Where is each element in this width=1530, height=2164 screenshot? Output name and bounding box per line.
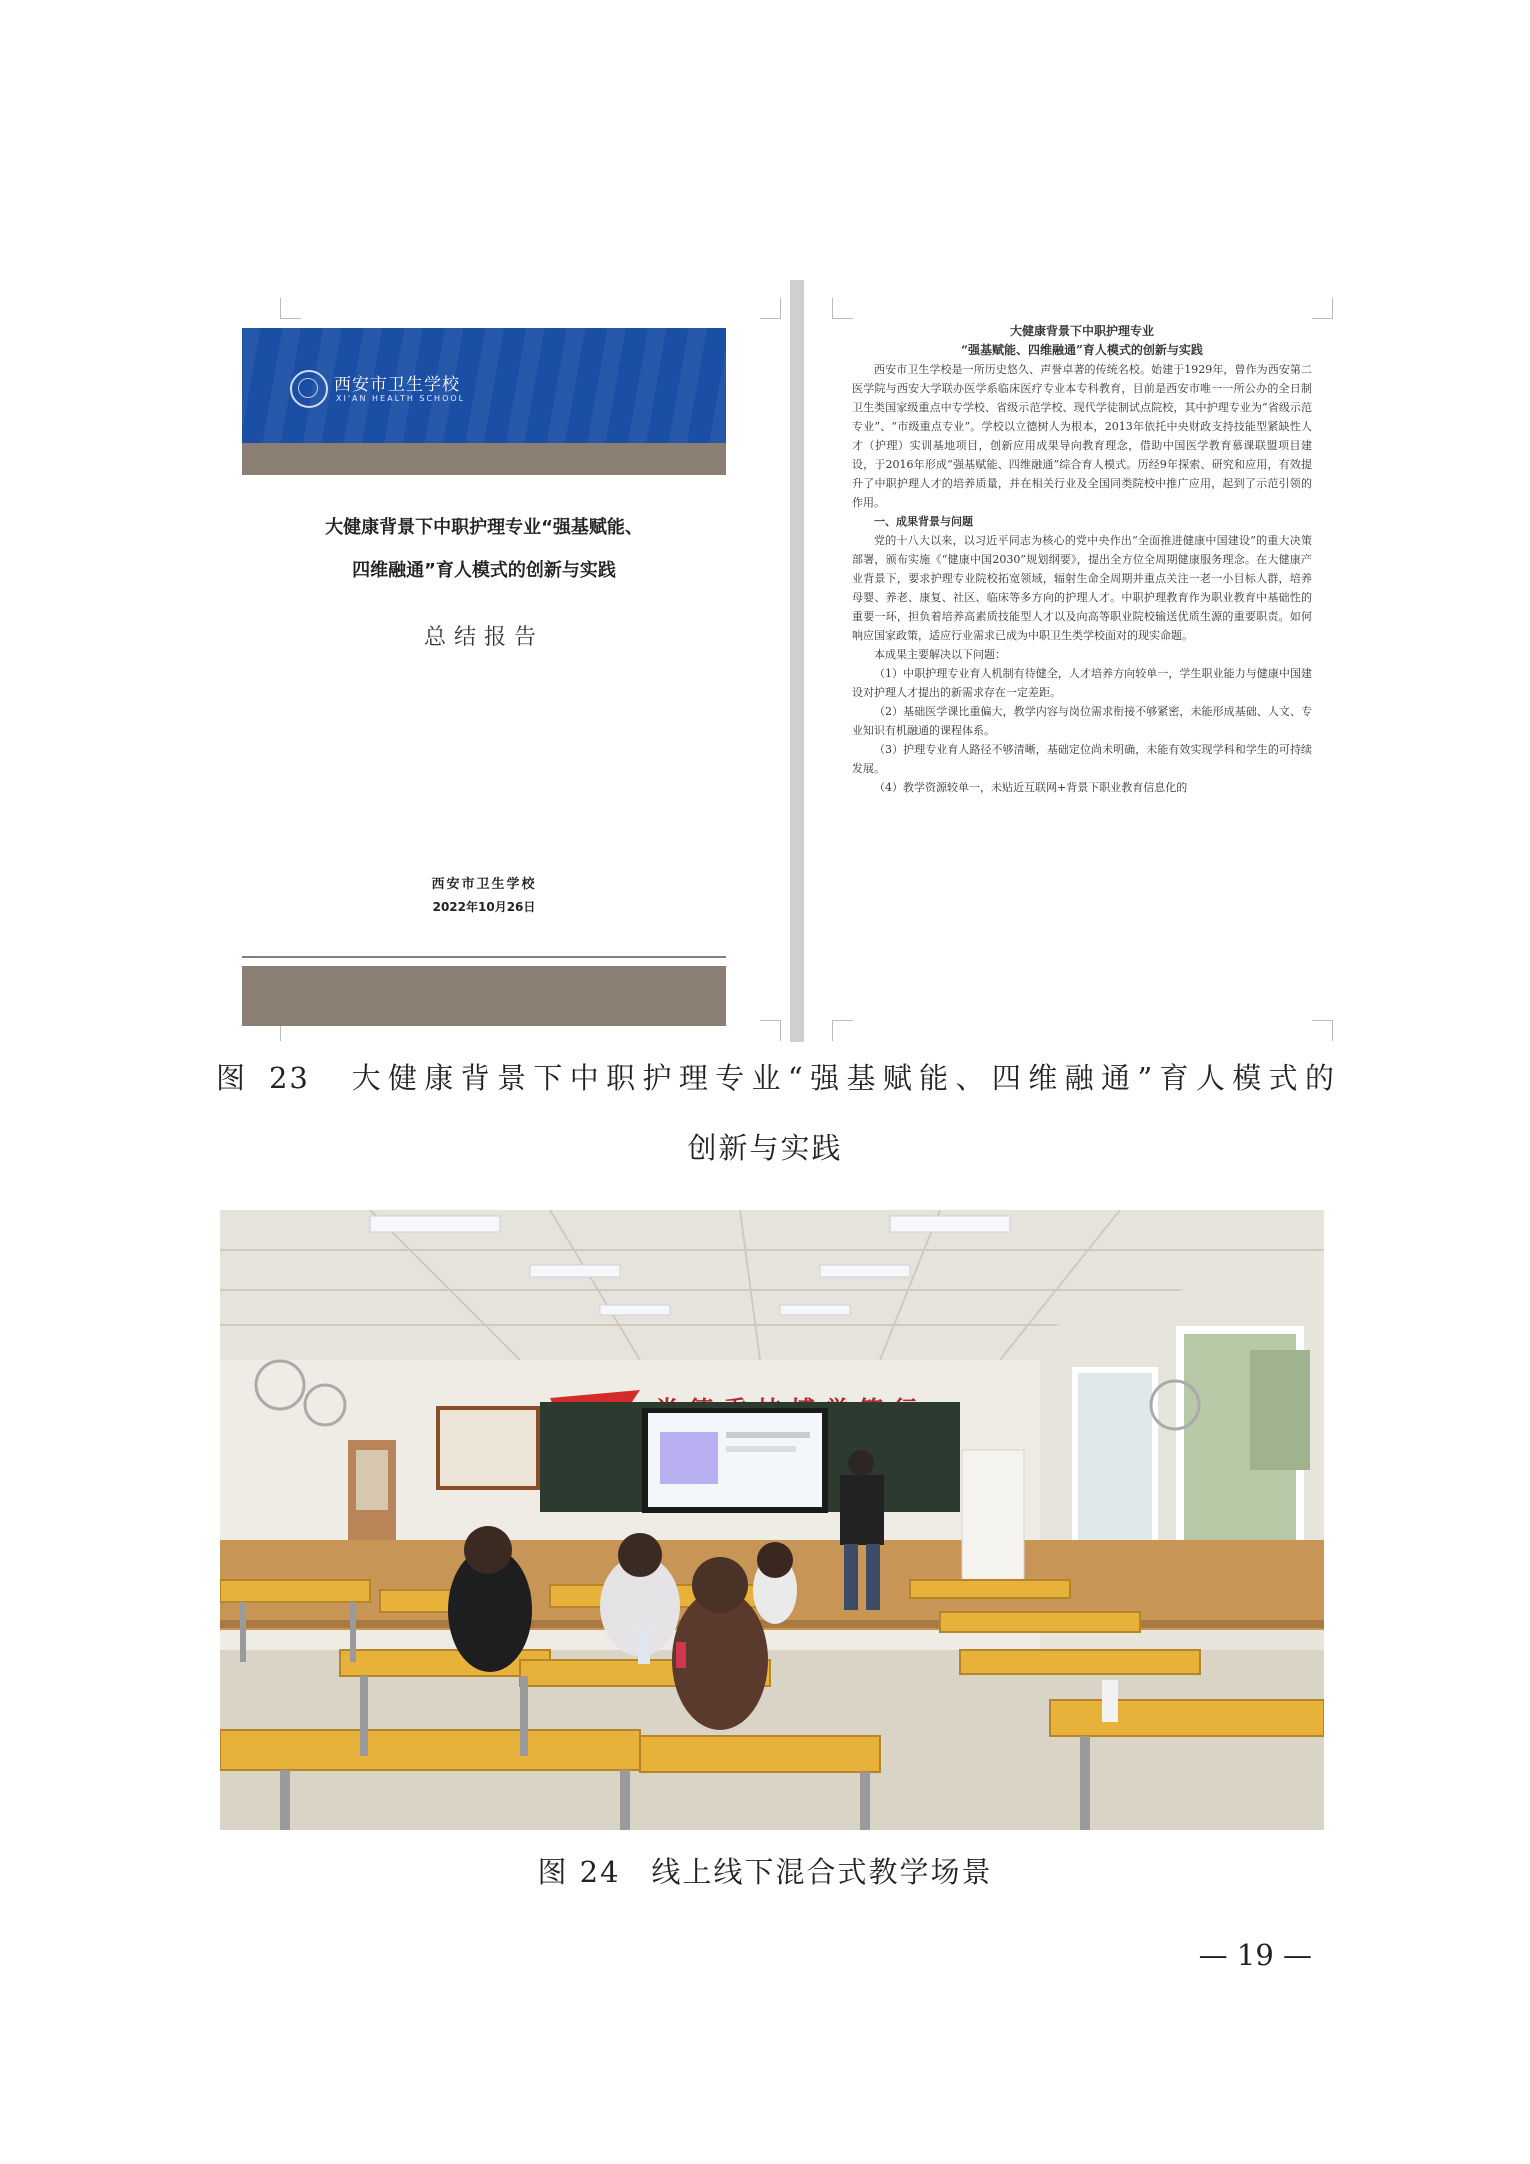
cover-school-english: XI'AN HEALTH SCHOOL	[336, 394, 466, 403]
cover-divider	[242, 956, 726, 958]
report-text-page	[852, 322, 1312, 1022]
report-cover	[242, 328, 726, 1016]
crop-mark	[1312, 298, 1333, 319]
section-heading: 一、成果背景与问题	[874, 515, 973, 528]
problem-item-4: （4）教学资源较单一，未贴近互联网+背景下职业教育信息化的	[874, 781, 1188, 794]
figure-23-caption-line2: 创新与实践	[687, 1131, 843, 1165]
school-seal-icon	[290, 370, 328, 408]
problem-item-3: （3）护理专业育人路径不够清晰，基础定位尚未明确，未能有效实现学科和学生的可持续发展。	[852, 743, 1312, 775]
text-page-title-line1: 大健康背景下中职护理专业	[1009, 324, 1154, 338]
problem-item-1: （1）中职护理专业育人机制有待健全，人才培养方向较单一，学生职业能力与健康中国建设对护理人才提出的新需求存在一定差距。	[852, 667, 1312, 699]
page-number: — 19 —	[1198, 1938, 1312, 1972]
figure-24-caption: 图 24 线上线下混合式教学场景	[537, 1855, 993, 1889]
figure-23-caption-line1: 图 23 大健康背景下中职护理专业“强基赋能、四维融通”育人模式的	[216, 1061, 1336, 1095]
classroom-photo	[220, 1210, 1324, 1830]
problem-item-2: （2）基础医学课比重偏大，教学内容与岗位需求衔接不够紧密，未能形成基础、人文、专业知识有机融通的课程体系。	[852, 705, 1312, 737]
crop-mark	[760, 298, 781, 319]
cover-title-line1: 大健康背景下中职护理专业“强基赋能、	[325, 517, 643, 538]
crop-mark	[832, 298, 853, 319]
crop-mark	[280, 298, 301, 319]
cover-school-logo-text: 西安市卫生学校	[334, 375, 460, 395]
cover-gray-band	[242, 443, 726, 475]
crop-mark	[760, 1020, 781, 1041]
paragraph-problems-intro: 本成果主要解决以下问题：	[874, 648, 1006, 661]
figure-23	[242, 280, 1332, 1042]
crop-mark	[832, 1020, 853, 1041]
paragraph-background: 党的十八大以来，以习近平同志为核心的党中央作出“全面推进健康中国建设”的重大决策部署，颁布实施《“健康中国2030”规划纲要》，提出全方位全周期健康服务理念。在大健康产业背景下，要求护理专业院校拓宽领域，辐射生命全周期并重点关注一老一小目标人群，培养母婴、养老、康复、社区、临床等多方向的护理人才。中职护理教育作为职业教育中基础性的重要一环，担负着培养高素质技能型人才以及向高等职业院校输送优质生源的重要职责。如何响应国家政策，适应行业需求已成为中职卫生类学校面对的现实命题。	[852, 534, 1312, 642]
cover-subtitle: 总结报告	[423, 625, 544, 650]
cover-gray-footer	[242, 966, 726, 1026]
cover-date: 2022年10月26日	[432, 900, 536, 914]
paragraph-intro: 西安市卫生学校是一所历史悠久、声誉卓著的传统名校。始建于1929年，曾作为西安第二医学院与西安大学联办医学系临床医疗专业本专科教育，目前是西安市唯一一所公办的全日制卫生类国家级重点中专学校、省级示范学校、现代学徒制试点院校，其中护理专业为“省级示范专业”、“市级重点专业”。学校以立德树人为根本，2013年依托中央财政支持技能型紧缺性人才（护理）实训基地项目，创新应用成果导向教育理念，借助中国医学教育慕课联盟项目建设，于2016年形成“强基赋能、四维融通”综合育人模式。历经9年探索、研究和应用，有效提升了中职护理人才的培养质量，并在相关行业及全国同类院校中推广应用，起到了示范引领的作用。	[852, 363, 1312, 509]
cover-school-name: 西安市卫生学校	[431, 877, 537, 892]
cover-title-line2: 四维融通”育人模式的创新与实践	[352, 560, 616, 581]
page-gutter	[790, 280, 804, 1042]
text-page-title-line2: “强基赋能、四维融通”育人模式的创新与实践	[961, 343, 1203, 357]
crop-mark	[1312, 1020, 1333, 1041]
